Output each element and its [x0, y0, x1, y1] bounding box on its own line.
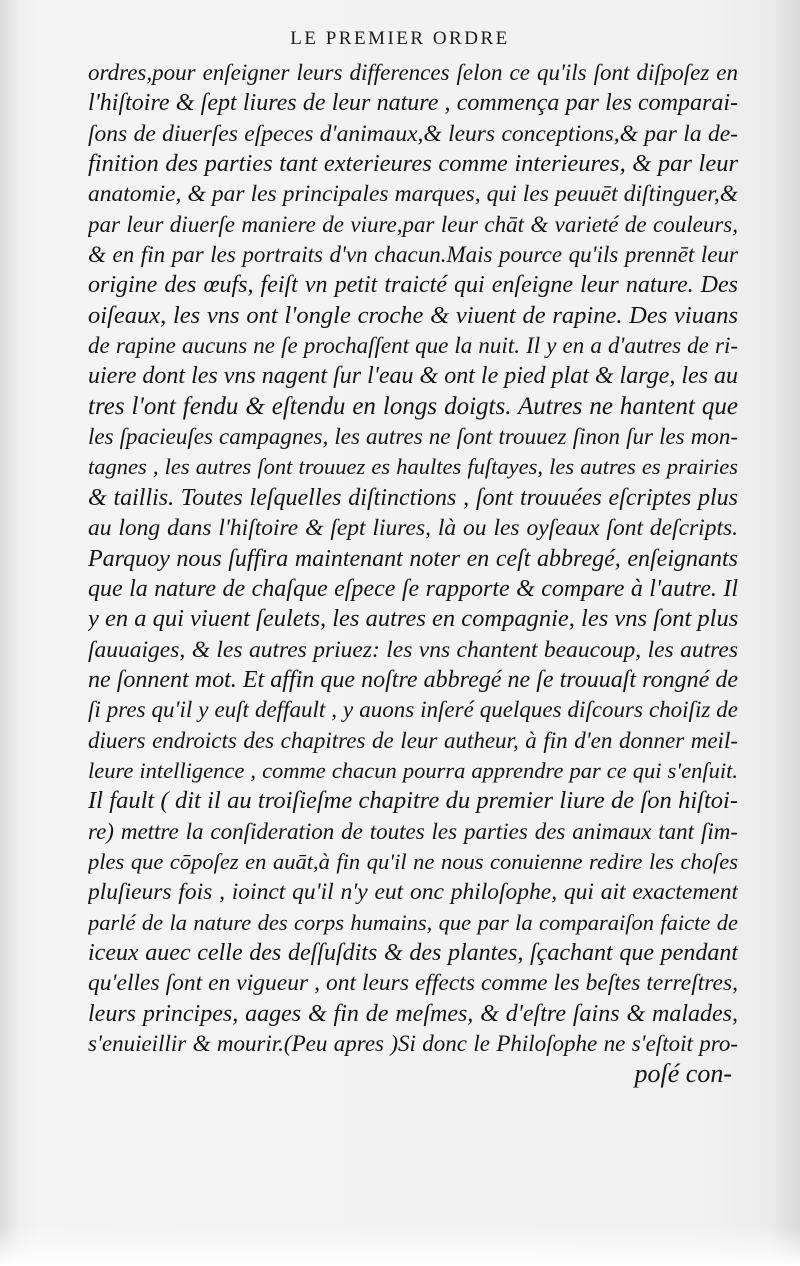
- running-head: LE PREMIER ORDRE: [290, 28, 510, 49]
- text-line: & en fin par les portraits d'vn chacun.Mais pource qu'ils prennēt leur: [88, 242, 738, 268]
- body-text: [88, 58, 738, 1090]
- text-line: uiere dont les vns nagent ſur l'eau & ont le pied plat & large, les au: [88, 363, 738, 390]
- text-line: ſauuaiges, & les autres priuez: les vns chantent beaucoup, les autres: [88, 636, 738, 663]
- text-line: que la nature de chaſque eſpece ſe rapporte & compare à l'autre. Il: [88, 575, 738, 602]
- text-line: leurs principes, aages & fin de meſmes, & d'eſtre ſains & malades,: [88, 1000, 738, 1027]
- text-line: ſons de diuerſes eſpeces d'animaux,& leurs conceptions,& par la de-: [88, 120, 738, 147]
- text-line: & taillis. Toutes leſquelles diſtinctions , ſont trouuées eſcriptes plus: [88, 484, 738, 511]
- text-line: les ſpacieuſes campagnes, les autres ne ſont trouuez ſinon ſur les mon-: [88, 424, 738, 450]
- text-line: l'hiſtoire & ſept liures de leur nature , commença par les comparai-: [88, 90, 738, 117]
- text-line: pluſieurs fois , ioinct qu'il n'y eut onc philoſophe, qui ait exactement: [88, 879, 738, 906]
- text-line: tres l'ont fendu & eſtendu en longs doigts. Autres ne hantent que: [88, 392, 738, 420]
- text-line: origine des œufs, feiſt vn petit traicté qui enſeigne leur nature. Des: [88, 272, 738, 299]
- text-line: Il fault ( dit il au troiſieſme chapitre du premier liure de ſon hiſtoi-: [88, 787, 738, 815]
- text-line: leure intelligence , comme chacun pourra apprendre par ce qui s'enſuit.: [88, 757, 738, 783]
- text-line: parlé de la nature des corps humains, que par la comparaiſon faicte de: [88, 909, 738, 935]
- text-line: ples que cōpoſez en auāt,à fin qu'il ne nous conuienne redire les choſes: [88, 848, 738, 874]
- text-line: re) mettre la conſideration de toutes les parties des animaux tant ſim-: [88, 818, 738, 844]
- text-line: ne ſonnent mot. Et affin que noſtre abbregé ne ſe trouuaſt rongné de: [88, 666, 738, 693]
- text-line: ſi pres qu'il y euſt deffault , y auons inſeré quelques diſcours choiſiz de: [88, 697, 738, 723]
- text-line: de rapine aucuns ne ſe prochaſſent que la nuit. Il y en a d'autres de ri-: [88, 333, 738, 359]
- text-line: ordres,pour enſeigner leurs differences ſelon ce qu'ils ſont diſpoſez en: [88, 60, 738, 85]
- text-line: diuers endroicts des chapitres de leur autheur, à fin d'en donner meil-: [88, 727, 738, 753]
- text-line: par leur diuerſe maniere de viure,par leur chāt & varieté de couleurs,: [88, 211, 738, 237]
- text-line: anatomie, & par les principales marques, qui les peuuēt diſtinguer,&: [88, 181, 738, 208]
- text-line: oiſeaux, les vns ont l'ongle croche & viuent de rapine. Des viuans: [88, 301, 738, 329]
- text-line: tagnes , les autres ſont trouuez es haultes fuſtayes, les autres es prairies: [88, 454, 738, 480]
- catchword: poſé con-: [634, 1059, 732, 1089]
- text-line: qu'elles ſont en vigueur , ont leurs effects comme les beſtes terreſtres,: [88, 970, 738, 997]
- text-line: finition des parties tant exterieures comme interieures, & par leur: [88, 150, 738, 178]
- text-line: Parquoy nous ſuffira maintenant noter en ceſt abbregé, enſeignants: [88, 545, 738, 572]
- text-line: s'enuieillir & mourir.(Peu apres )Si donc le Philoſophe ne s'eſtoit pro-: [88, 1031, 738, 1056]
- page-bottom-margin: [0, 1226, 800, 1266]
- text-line: iceux auec celle des deſſuſdits & des plantes, ſçachant que pendant: [88, 939, 738, 966]
- text-line: y en a qui viuent ſeulets, les autres en compagnie, les vns ſont plus: [88, 605, 738, 633]
- text-line: au long dans l'hiſtoire & ſept liures, là ou les oyſeaux ſont deſcripts.: [88, 515, 738, 542]
